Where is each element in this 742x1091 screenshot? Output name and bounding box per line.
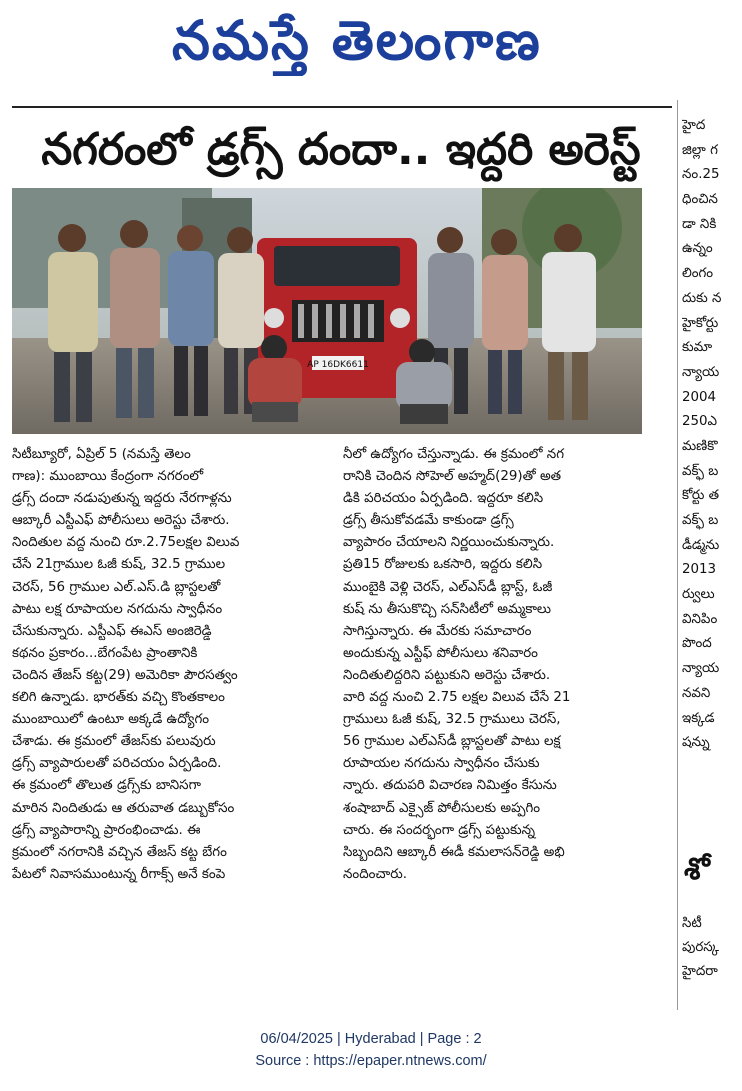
- article-text-line: రానికి చెందిన సోహెల్ అహ్మద్(29)తో అత: [343, 469, 562, 485]
- side-text-line: మణికొ: [682, 438, 718, 454]
- article-text-line: ఈ క్రమంలో తొలుత డ్రగ్స్‌కు బానిసగా: [12, 778, 201, 794]
- side-text-line: న్యాయ: [682, 661, 720, 677]
- article-text-line: అందుకున్న ఎస్టీఫ్ పోలీసులు శనివారం: [343, 645, 538, 661]
- article-text-line: వ్యాపారం చేయాలని నిర్ణయించుకున్నారు.: [343, 535, 555, 551]
- side-text-line: 2004: [682, 389, 717, 405]
- article-text-line: రూపాయల నగదును స్వాధీనం చేసుకు: [343, 756, 540, 772]
- article-text-line: సిటీబ్యూరో, ఏప్రిల్ 5 (నమస్తే తెలం: [12, 447, 191, 462]
- side-text-line: జిల్లా గ: [682, 142, 718, 158]
- article-text-line: చెరస్, 56 గ్రాముల ఎల్.ఎస్.డి బ్లాస్టలతో: [12, 579, 221, 595]
- article-text-line: వారి వద్ద నుంచి 2.75 లక్షల విలువ చేసే 21: [343, 690, 571, 706]
- article-text-line: డ్రగ్స్ తీసుకోవడమే కాకుండా డ్రగ్స్: [343, 513, 514, 529]
- article-text-line: క్రమంలో నగరానికి వచ్చిన తేజస్ కట్ట బేగం: [12, 844, 227, 860]
- article-text-line: గాణ): ముంబాయి కేంద్రంగా నగరంలో: [12, 469, 204, 485]
- article-text-line: సిబ్బందిని ఆబ్కారీ ఈడీ కమలాసన్‌రెడ్డి అభి: [343, 844, 565, 860]
- side-text-line: షన్ను: [682, 735, 710, 751]
- page-footer: [0, 1028, 742, 1072]
- side-text-line: లింగం: [682, 266, 714, 282]
- side-text-line: వక్ఫ్ బ: [682, 513, 719, 528]
- article-text-line: చారు. ఈ సందర్భంగా డ్రగ్స్ పట్టుకున్న: [343, 822, 536, 838]
- adjacent-article-continued: [682, 912, 742, 984]
- article-text-line: ముంబైకి వెళ్లి చెరస్, ఎల్ఎస్‌డీ బ్లాస్ట్, ఓజీ: [343, 579, 553, 595]
- side-text-line: నం.25: [682, 167, 720, 183]
- column-divider: [677, 100, 678, 1010]
- side-text-line: డీడ్మను: [682, 537, 720, 553]
- edition-info: 06/04/2025 | Hyderabad | Page : 2: [260, 1031, 482, 1047]
- side-text-line: పొంద: [682, 636, 712, 652]
- article-text-line: గ్రాములు ఓజీ కుష్, 32.5 గ్రాములు చెరస్,: [343, 712, 561, 728]
- side-text-line: 250ఎ: [682, 414, 718, 430]
- article-text-line: శంషాబాద్ ఎక్సైజ్ పోలీసులకు అప్పగిం: [343, 800, 541, 816]
- side-text-line: ధించిన: [682, 192, 718, 208]
- article-text-line: చేసుకున్నారు. ఎస్టీఎఫ్ ఈఎస్ అంజిరెడ్డి: [12, 623, 212, 639]
- article-text-line: కుష్ ను తీసుకొచ్చి సన్‌సిటీలో అమ్మకాలు: [343, 601, 552, 617]
- side-text-line: వక్ఫ్ బ: [682, 463, 719, 479]
- side-text-line: దుకు న: [682, 290, 722, 306]
- article-text-line: న్నారు. తదుపరి విచారణ నిమిత్తం కేసును: [343, 778, 557, 794]
- article-text-line: నిందితులిద్దరిని పట్టుకుని అరెస్టు చేశారు.: [343, 667, 551, 683]
- article-text-line: పాటు లక్ష రూపాయల నగదును స్వాధీనం: [12, 601, 223, 617]
- article-text-line: 56 గ్రాముల ఎల్ఎస్‌డీ బ్లాస్టలతో పాటు లక్ష: [343, 734, 561, 750]
- police-photo-illustration: [12, 188, 642, 434]
- newspaper-logo: నమస్తే తెలంగాణ: [172, 9, 542, 72]
- side-text-line: 2013: [682, 562, 717, 578]
- article-text-line: ఆబ్కారీ ఎస్టీఎఫ్ పోలీసులు అరెస్టు చేశారు.: [12, 513, 230, 529]
- article-column-1: [12, 444, 330, 886]
- article-text-line: కథనం ప్రకారం...బేగంపేట ప్రాంతానికి: [12, 645, 198, 661]
- side-text-line: న్యాయ: [682, 364, 720, 380]
- side-text-line: ఉన్నం: [682, 241, 713, 257]
- article-text-line: డ్రగ్స్ వ్యాపారాన్ని ప్రారంభించాడు. ఈ: [12, 822, 201, 838]
- article-text-line: చెందిన తేజస్ కట్ట(29) అమెరికా పౌరసత్వం: [12, 667, 238, 683]
- article-text-line: పేటలో నివాసముంటున్న రీగాక్స్ అనే కంపె: [12, 866, 226, 882]
- article-text-line: నీలో ఉద్యోగం చేస్తున్నాడు. ఈ క్రమంలో నగ: [343, 447, 565, 462]
- masthead: [0, 0, 742, 80]
- source-url: Source : https://epaper.ntnews.com/: [255, 1053, 487, 1069]
- side-text-line: నవని: [682, 685, 711, 701]
- side-text-line: ఇక్కడ: [682, 710, 715, 726]
- article-text-line: నిందితుల వద్ద నుంచి రూ.2.75లక్షల విలువ: [12, 535, 240, 551]
- side-text-line: సిటీ: [682, 916, 702, 931]
- article-text-line: మారిన నిందితుడు ఆ తరువాత డబ్బుకోసం: [12, 800, 235, 816]
- headline-rule: [12, 106, 672, 108]
- side-text-line: కుమా: [682, 340, 713, 356]
- article-text-line: కలిగి ఉన్నాడు. భారత్‌కు వచ్చి కొంతకాలం: [12, 690, 225, 706]
- side-text-line: ర్వులు: [682, 587, 715, 603]
- article-text-line: ప్రతి15 రోజులకు ఒకసారి, ఇద్దరు కలిసి: [343, 557, 543, 573]
- adjacent-article-subhead: శో: [684, 852, 710, 887]
- side-text-line: డా నికి: [682, 216, 717, 232]
- side-text-line: హైద: [682, 118, 706, 133]
- side-text-line: హైదరా: [682, 964, 718, 979]
- article-headline: నగరంలో డ్రగ్స్ దందా.. ఇద్దరి అరెస్ట్: [41, 124, 641, 175]
- article-text-line: నందించారు.: [343, 866, 408, 882]
- article-text-line: డ్రగ్స్ వ్యాపారులతో పరిచయం ఏర్పడింది.: [12, 756, 222, 772]
- side-text-line: వినిపిం: [682, 611, 718, 627]
- article-text-line: సాగిస్తున్నారు. ఈ మేరకు సమాచారం: [343, 623, 532, 639]
- article-photo: [12, 188, 642, 434]
- side-text-line: హైకోర్టు: [682, 315, 719, 331]
- article-text-line: డికి పరిచయం ఏర్పడింది. ఇద్దరూ కలిసి: [343, 491, 544, 507]
- article-text-line: చేశాడు. ఈ క్రమంలో తేజస్‌కు పలువురు: [12, 734, 216, 750]
- article-text-line: చేసే 21గ్రాముల ఓజీ కుష్, 32.5 గ్రాముల: [12, 557, 226, 573]
- article-text-line: డ్రగ్స్ దందా నడుపుతున్న ఇద్దరు నేరగాళ్లను: [12, 491, 232, 507]
- side-text-line: కోర్టు త: [682, 488, 720, 504]
- side-text-line: పురస్క: [682, 940, 719, 955]
- number-plate: AP 16DK6611: [307, 360, 369, 370]
- article-column-2: [343, 444, 643, 886]
- article-text-line: ముంబాయిలో ఉంటూ అక్కడే ఉద్యోగం: [12, 712, 210, 728]
